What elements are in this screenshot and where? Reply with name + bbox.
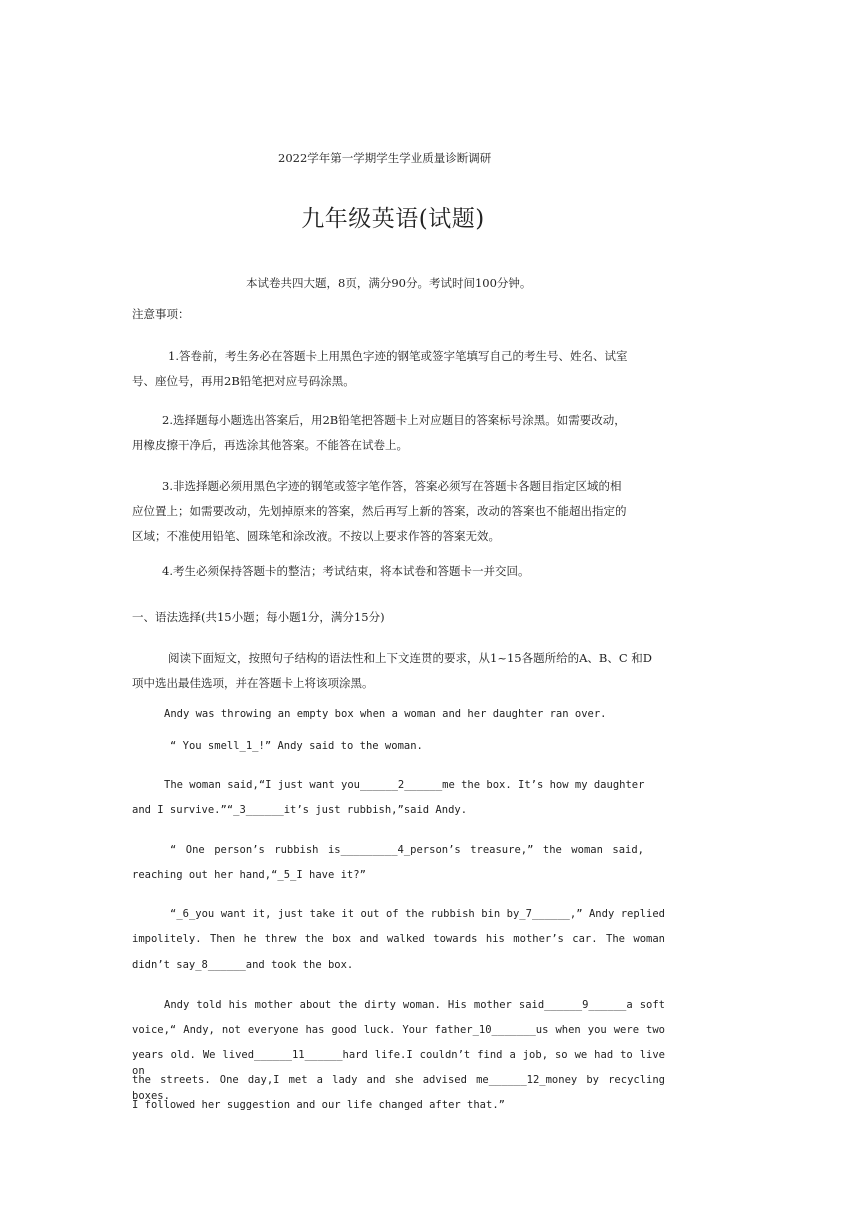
passage-line: “ One person’s rubbish is_________4_person’s treasure,” the woman said,: [170, 844, 644, 856]
passage-line: I followed her suggestion and our life changed after that.”: [132, 1099, 505, 1111]
passage-line: “_6_you want it, just take it out of the rubbish bin by_7______,” Andy replied: [170, 908, 665, 920]
passage-line: “ You smell_1_!” Andy said to the woman.: [170, 740, 423, 752]
passage-line: and I survive.”“_3______it’s just rubbish,”said Andy.: [132, 804, 468, 816]
exam-subtitle: 2022学年第一学期学生学业质量诊断调研: [278, 151, 492, 165]
passage-line: reaching out her hand,“_5_I have it?”: [132, 869, 366, 881]
notice-item-3-line-3: 区域；不准使用铅笔、圆珠笔和涂改液。不按以上要求作答的答案无效。: [132, 529, 500, 543]
notice-item-1-line-2: 号、座位号，再用2B铅笔把对应号码涂黑。: [132, 374, 355, 388]
passage-line: years old. We lived______11______hard life.I couldn’t find a job, so we had to live on: [132, 1049, 665, 1077]
passage-line: the streets. One day,I met a lady and she advised me______12_money by recycling boxes.: [132, 1074, 665, 1102]
passage-line: impolitely. Then he threw the box and walked towards his mother’s car. The woman: [132, 933, 665, 945]
passage-line: didn’t say_8______and took the box.: [132, 959, 354, 971]
section-instruction-line-2: 项中选出最佳选项，并在答题卡上将该项涂黑。: [132, 676, 374, 690]
notice-item-4-line-1: 4.考生必须保持答题卡的整洁；考试结束，将本试卷和答题卡一并交回。: [162, 564, 530, 578]
section-heading: 一、语法选择(共15小题；每小题1分，满分15分): [132, 610, 385, 624]
notice-heading: 注意事项：: [132, 307, 190, 321]
exam-info: 本试卷共四大题，8页，满分90分。考试时间100分钟。: [246, 276, 532, 290]
exam-title: 九年级英语(试题): [301, 206, 485, 232]
notice-item-2-line-1: 2.选择题每小题选出答案后，用2B铅笔把答题卡上对应题目的答案标号涂黑。如需要改动，: [162, 413, 626, 427]
section-instruction-line-1: 阅读下面短文，按照句子结构的语法性和上下文连贯的要求，从1~15各题所给的A、B、C 和D: [168, 651, 653, 665]
passage-line: The woman said,“I just want you______2______me the box. It’s how my daughter: [164, 779, 645, 791]
notice-item-1-line-1: 1.答卷前，考生务必在答题卡上用黑色字迹的钢笔或签字笔填写自己的考生号、姓名、试室: [168, 349, 628, 363]
notice-item-3-line-1: 3.非选择题必须用黑色字迹的钢笔或签字笔作答，答案必须写在答题卡各题目指定区域的相: [162, 479, 622, 493]
passage-line: Andy told his mother about the dirty woman. His mother said______9______a soft: [164, 999, 665, 1011]
notice-item-2-line-2: 用橡皮擦干净后，再选涂其他答案。不能答在试卷上。: [132, 438, 408, 452]
notice-item-3-line-2: 应位置上；如需要改动，先划掉原来的答案，然后再写上新的答案，改动的答案也不能超出指定的: [132, 504, 627, 518]
passage-line: voice,“ Andy, not everyone has good luck. Your father_10_______us when you were two: [132, 1024, 665, 1036]
passage-line: Andy was throwing an empty box when a woman and her daughter ran over.: [164, 708, 607, 720]
